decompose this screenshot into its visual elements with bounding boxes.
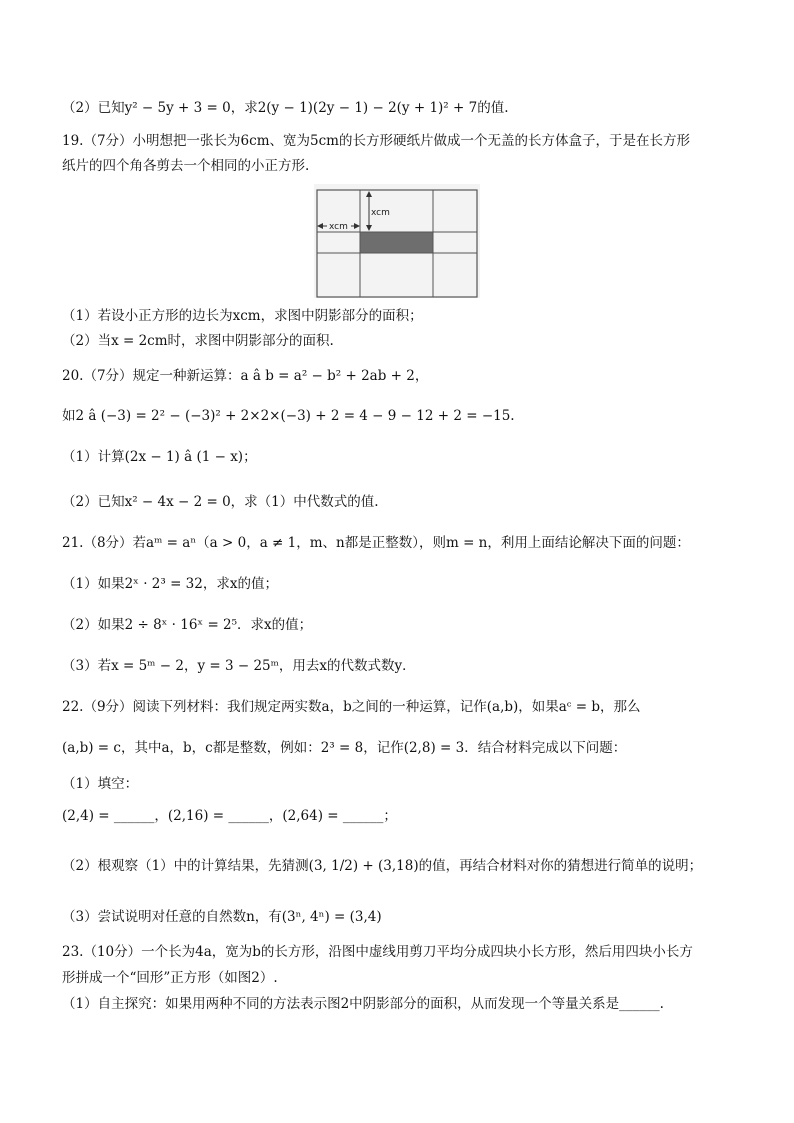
line-q20-2: （2）已知x² − 4x − 2 = 0，求（1）中代数式的值. bbox=[62, 494, 379, 510]
cardboard-figure bbox=[314, 184, 480, 298]
line-q23-intro: 23.（10分）一个长为4a，宽为b的长方形，沿图中虚线用剪刀平均分成四块小长方形，然后用四块小长方 bbox=[62, 944, 693, 960]
line-q19-intro: 19.（7分）小明想把一张长为6cm、宽为5cm的长方形硬纸片做成一个无盖的长方体盒子，于是在长方形 bbox=[62, 133, 690, 149]
line-q21-intro: 21.（8分）若aᵐ = aⁿ（a > 0，a ≠ 1，m、n都是正整数），则m = n，利用上面结论解决下面的问题： bbox=[62, 535, 690, 551]
line-q20-intro: 20.（7分）规定一种新运算：a â b = a² − b² + 2ab + 2， bbox=[62, 368, 429, 384]
line-q22-1: （1）填空： bbox=[62, 776, 139, 792]
line-q18-2: （2）已知y² − 5y + 3 = 0，求2(y − 1)(2y − 1) − 2(y + 1)² + 7的值. bbox=[62, 100, 509, 116]
line-q22-2: （2）根观察（1）中的计算结果，先猜测(3, 1/2) + (3,18)的值，再结合材料对你的猜想进行简单的说明； bbox=[62, 858, 703, 874]
label-height-x: xcm bbox=[371, 208, 390, 218]
line-q22-1-blanks: (2,4) = ______，(2,16) = ______，(2,64) = ______； bbox=[62, 808, 397, 824]
line-q21-2: （2）如果2 ÷ 8ˣ · 16ˣ = 2⁵．求x的值； bbox=[62, 617, 313, 633]
line-q22-intro-cont: (a,b) = c，其中a，b，c都是整数，例如：2³ = 8，记作(2,8) = 3．结合材料完成以下问题： bbox=[62, 740, 627, 756]
line-q21-1: （1）如果2ˣ · 2³ = 32，求x的值； bbox=[62, 576, 278, 592]
line-q22-3: （3）尝试说明对任意的自然数n，有(3ⁿ, 4ⁿ) = (3,4) bbox=[62, 909, 382, 925]
line-q21-3: （3）若x = 5ᵐ − 2，y = 3 − 25ᵐ，用去x的代数式数y． bbox=[62, 658, 416, 674]
line-q23-intro-cont: 形拼成一个“回形”正方形（如图2）. bbox=[62, 970, 278, 986]
line-q19-2: （2）当x = 2cm时，求图中阴影部分的面积. bbox=[62, 333, 334, 349]
label-width-x: xcm bbox=[329, 222, 348, 232]
line-q20-example: 如2 â (−3) = 2² − (−3)² + 2×2×(−3) + 2 = 4 − 9 − 12 + 2 = −15. bbox=[62, 408, 515, 424]
line-q22-intro: 22.（9分）阅读下列材料：我们规定两实数a，b之间的一种运算，记作(a,b)，如果aᶜ = b，那么 bbox=[62, 699, 641, 715]
line-q20-1: （1）计算(2x − 1) â (1 − x)； bbox=[62, 449, 257, 465]
line-q23-1: （1）自主探究：如果用两种不同的方法表示图2中阴影部分的面积，从而发现一个等量关系是______. bbox=[62, 996, 664, 1012]
line-q19-intro-cont: 纸片的四个角各剪去一个相同的小正方形. bbox=[62, 158, 310, 174]
line-q19-1: （1）若设小正方形的边长为xcm，求图中阴影部分的面积； bbox=[62, 308, 423, 324]
shaded-region bbox=[360, 232, 433, 253]
